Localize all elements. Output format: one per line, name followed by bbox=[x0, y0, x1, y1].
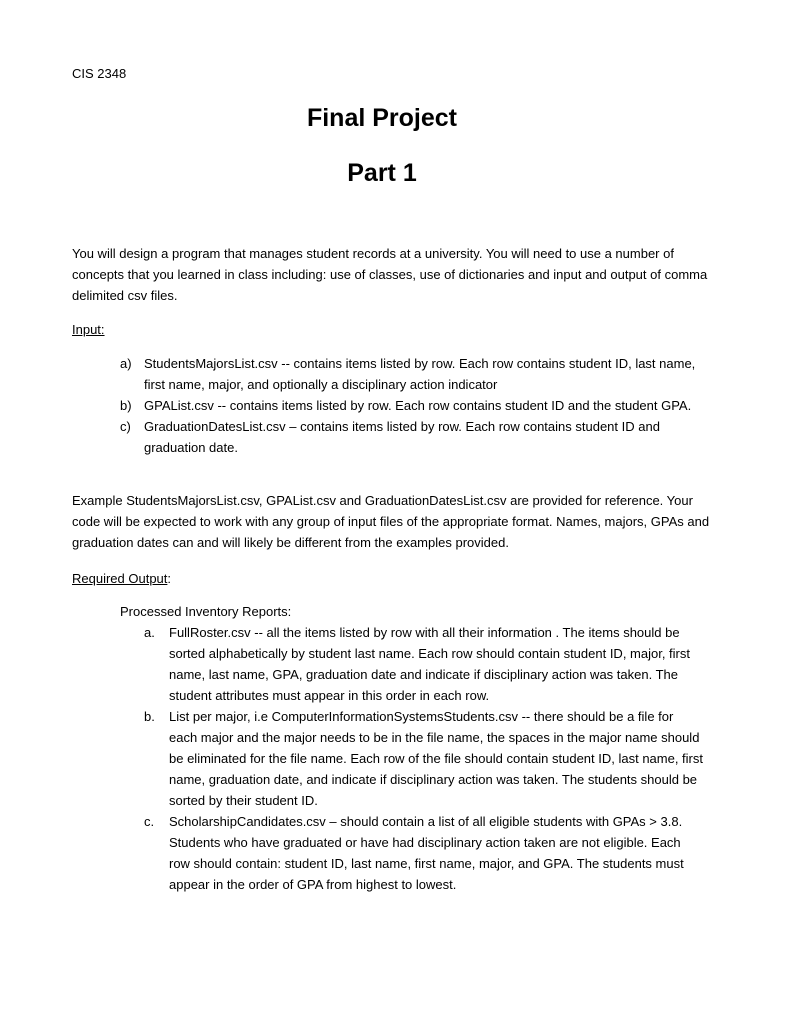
input-item-text: GraduationDatesList.csv – contains items listed by row. Each row contains student ID and graduation date. bbox=[144, 419, 660, 455]
document-title: Final Project bbox=[306, 104, 458, 132]
input-item-text: StudentsMajorsList.csv -- contains items listed by row. Each row contains student ID, last name, first name, major, and optionally a disciplinary action indicator bbox=[144, 356, 696, 392]
output-item-c bbox=[144, 811, 704, 895]
intro-paragraph: You will design a program that manages student records at a university. You will need to use a number of concepts that you learned in class including: use of classes, use of dictionaries and input and output of comma delimited csv files. bbox=[72, 246, 708, 303]
output-item-a bbox=[144, 622, 704, 706]
input-item-c bbox=[120, 416, 705, 458]
course-code: CIS 2348 bbox=[72, 66, 127, 81]
input-item-marker: a) bbox=[120, 356, 132, 371]
input-item-b bbox=[120, 395, 705, 416]
output-item-b bbox=[144, 706, 704, 811]
output-item-text: FullRoster.csv -- all the items listed by row with all their information . The items should be sorted alphabetically by student last name. Each row should contain student ID, major, first name, last name, GPA, graduation date and indicate if disciplinary action was taken. The student attributes must appear in this order in each row. bbox=[169, 625, 690, 703]
input-item-a bbox=[120, 353, 705, 395]
output-item-text: ScholarshipCandidates.csv – should contain a list of all eligible students with GPAs > 3.8. Students who have graduated or have had disciplinary action taken are not eligible. Each row should contain: student ID, last name, first name, major, and GPA. The students must appear in the order of GPA from highest to lowest. bbox=[169, 814, 684, 892]
input-list bbox=[120, 353, 705, 458]
input-item-text: GPAList.csv -- contains items listed by row. Each row contains student ID and the student GPA. bbox=[144, 398, 692, 413]
output-heading-label: Required Output bbox=[72, 571, 168, 586]
output-item-text: List per major, i.e ComputerInformationSystemsStudents.csv -- there should be a file for each major and the major needs to be in the file name, the spaces in the major name should be eliminated for the file name. Each row of the file should contain student ID, last name, first name, graduation date, and indicate if disciplinary action was taken. The students should be sorted by their student ID. bbox=[169, 709, 704, 808]
output-item-marker: b. bbox=[144, 709, 155, 724]
output-item-marker: c. bbox=[144, 814, 155, 829]
example-paragraph: Example StudentsMajorsList.csv, GPAList.csv and GraduationDatesList.csv are provided for reference. Your code will be expected to work with any group of input files of the appropriate format. Names, majors, GPAs and graduation dates can and will likely be different from the examples provided. bbox=[72, 493, 710, 550]
reports-label: Processed Inventory Reports: bbox=[120, 604, 292, 619]
output-list bbox=[144, 622, 704, 895]
output-item-marker: a. bbox=[144, 625, 155, 640]
output-heading bbox=[72, 568, 712, 589]
output-heading-colon: : bbox=[167, 571, 172, 586]
input-item-marker: b) bbox=[120, 398, 132, 413]
input-item-marker: c) bbox=[120, 419, 131, 434]
input-heading: Input: bbox=[72, 322, 105, 337]
document-subtitle: Part 1 bbox=[347, 159, 417, 187]
